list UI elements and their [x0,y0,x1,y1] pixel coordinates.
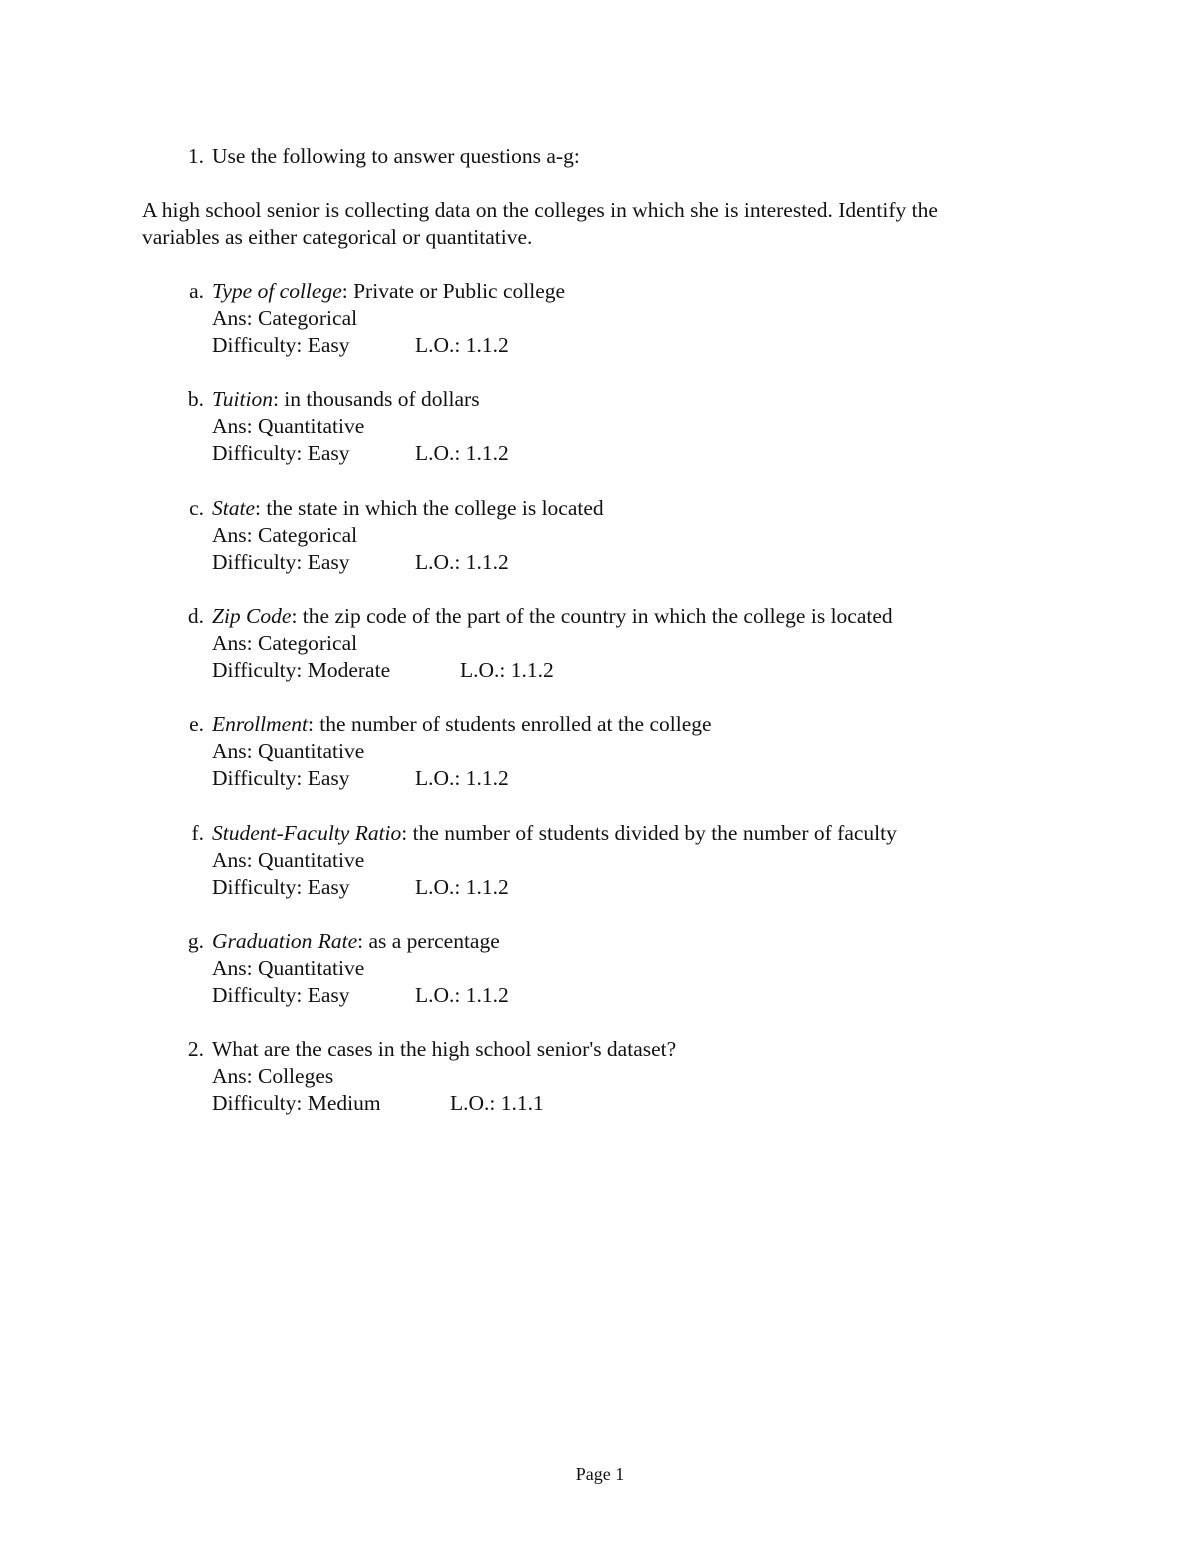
question-2-answer: Ans: Colleges [212,1064,334,1088]
variable-description: : as a percentage [357,929,500,953]
part-definition [212,928,500,955]
variable-term: State [212,496,255,520]
variable-description: : the number of students divided by the number of faculty [401,821,897,845]
variable-description: : the state in which the college is located [255,496,604,520]
question-2-learning-objective: L.O.: 1.1.1 [450,1091,544,1115]
part-answer: Ans: Quantitative [212,956,365,980]
variable-term: Enrollment [212,712,308,736]
part-difficulty: Difficulty: Easy [212,766,350,790]
part-learning-objective: L.O.: 1.1.2 [460,658,554,682]
part-difficulty: Difficulty: Easy [212,550,350,574]
variable-term: Type of college [212,279,342,303]
part-answer: Ans: Categorical [212,631,358,655]
variable-term: Student-Faculty Ratio [212,821,402,845]
variable-term: Graduation Rate [212,929,358,953]
question-1-intro-line-1: A high school senior is collecting data on the colleges in which she is interested. Identify the [142,198,938,222]
part-difficulty: Difficulty: Easy [212,875,350,899]
question-2-number: 2. [187,1037,204,1061]
page-number: Page 1 [575,1464,625,1484]
variable-description: : Private or Public college [341,279,566,303]
question-1-number: 1. [187,144,204,168]
part-letter: a. [189,279,204,303]
part-letter: d. [187,604,204,628]
part-letter: f. [191,821,204,845]
question-1-prompt: Use the following to answer questions a-g: [212,144,580,168]
part-learning-objective: L.O.: 1.1.2 [415,766,509,790]
part-difficulty: Difficulty: Easy [212,983,350,1007]
part-learning-objective: L.O.: 1.1.2 [415,550,509,574]
part-learning-objective: L.O.: 1.1.2 [415,983,509,1007]
variable-term: Tuition [212,387,273,411]
part-answer: Ans: Quantitative [212,848,365,872]
variable-description: : the number of students enrolled at the college [307,712,712,736]
part-definition [212,711,712,738]
part-meta [212,982,509,1009]
part-definition [212,495,604,522]
part-difficulty: Difficulty: Moderate [212,658,391,682]
part-meta [212,332,565,359]
part-learning-objective: L.O.: 1.1.2 [415,875,509,899]
part-letter: b. [187,387,204,411]
question-2-meta [212,1090,676,1117]
part-letter: e. [189,712,204,736]
part-definition [212,386,480,413]
part-meta [212,874,897,901]
question-2-prompt: What are the cases in the high school senior's dataset? [212,1037,677,1061]
part-definition [212,820,897,847]
part-definition [212,278,565,305]
part-definition [212,603,893,630]
variable-term: Zip Code [212,604,292,628]
variable-description: : the zip code of the part of the country in which the college is located [291,604,893,628]
part-meta [212,657,893,684]
part-answer: Ans: Categorical [212,306,358,330]
part-meta [212,765,712,792]
part-answer: Ans: Categorical [212,523,358,547]
part-meta [212,440,509,467]
part-learning-objective: L.O.: 1.1.2 [415,333,509,357]
variable-description: : in thousands of dollars [272,387,480,411]
part-letter: c. [189,496,204,520]
part-letter: g. [187,929,204,953]
part-answer: Ans: Quantitative [212,739,365,763]
part-answer: Ans: Quantitative [212,414,365,438]
part-meta [212,549,604,576]
question-2-difficulty: Difficulty: Medium [212,1091,381,1115]
question-1-intro-line-2: variables as either categorical or quantitative. [142,225,533,249]
part-difficulty: Difficulty: Easy [212,441,350,465]
part-learning-objective: L.O.: 1.1.2 [415,441,509,465]
part-difficulty: Difficulty: Easy [212,333,350,357]
